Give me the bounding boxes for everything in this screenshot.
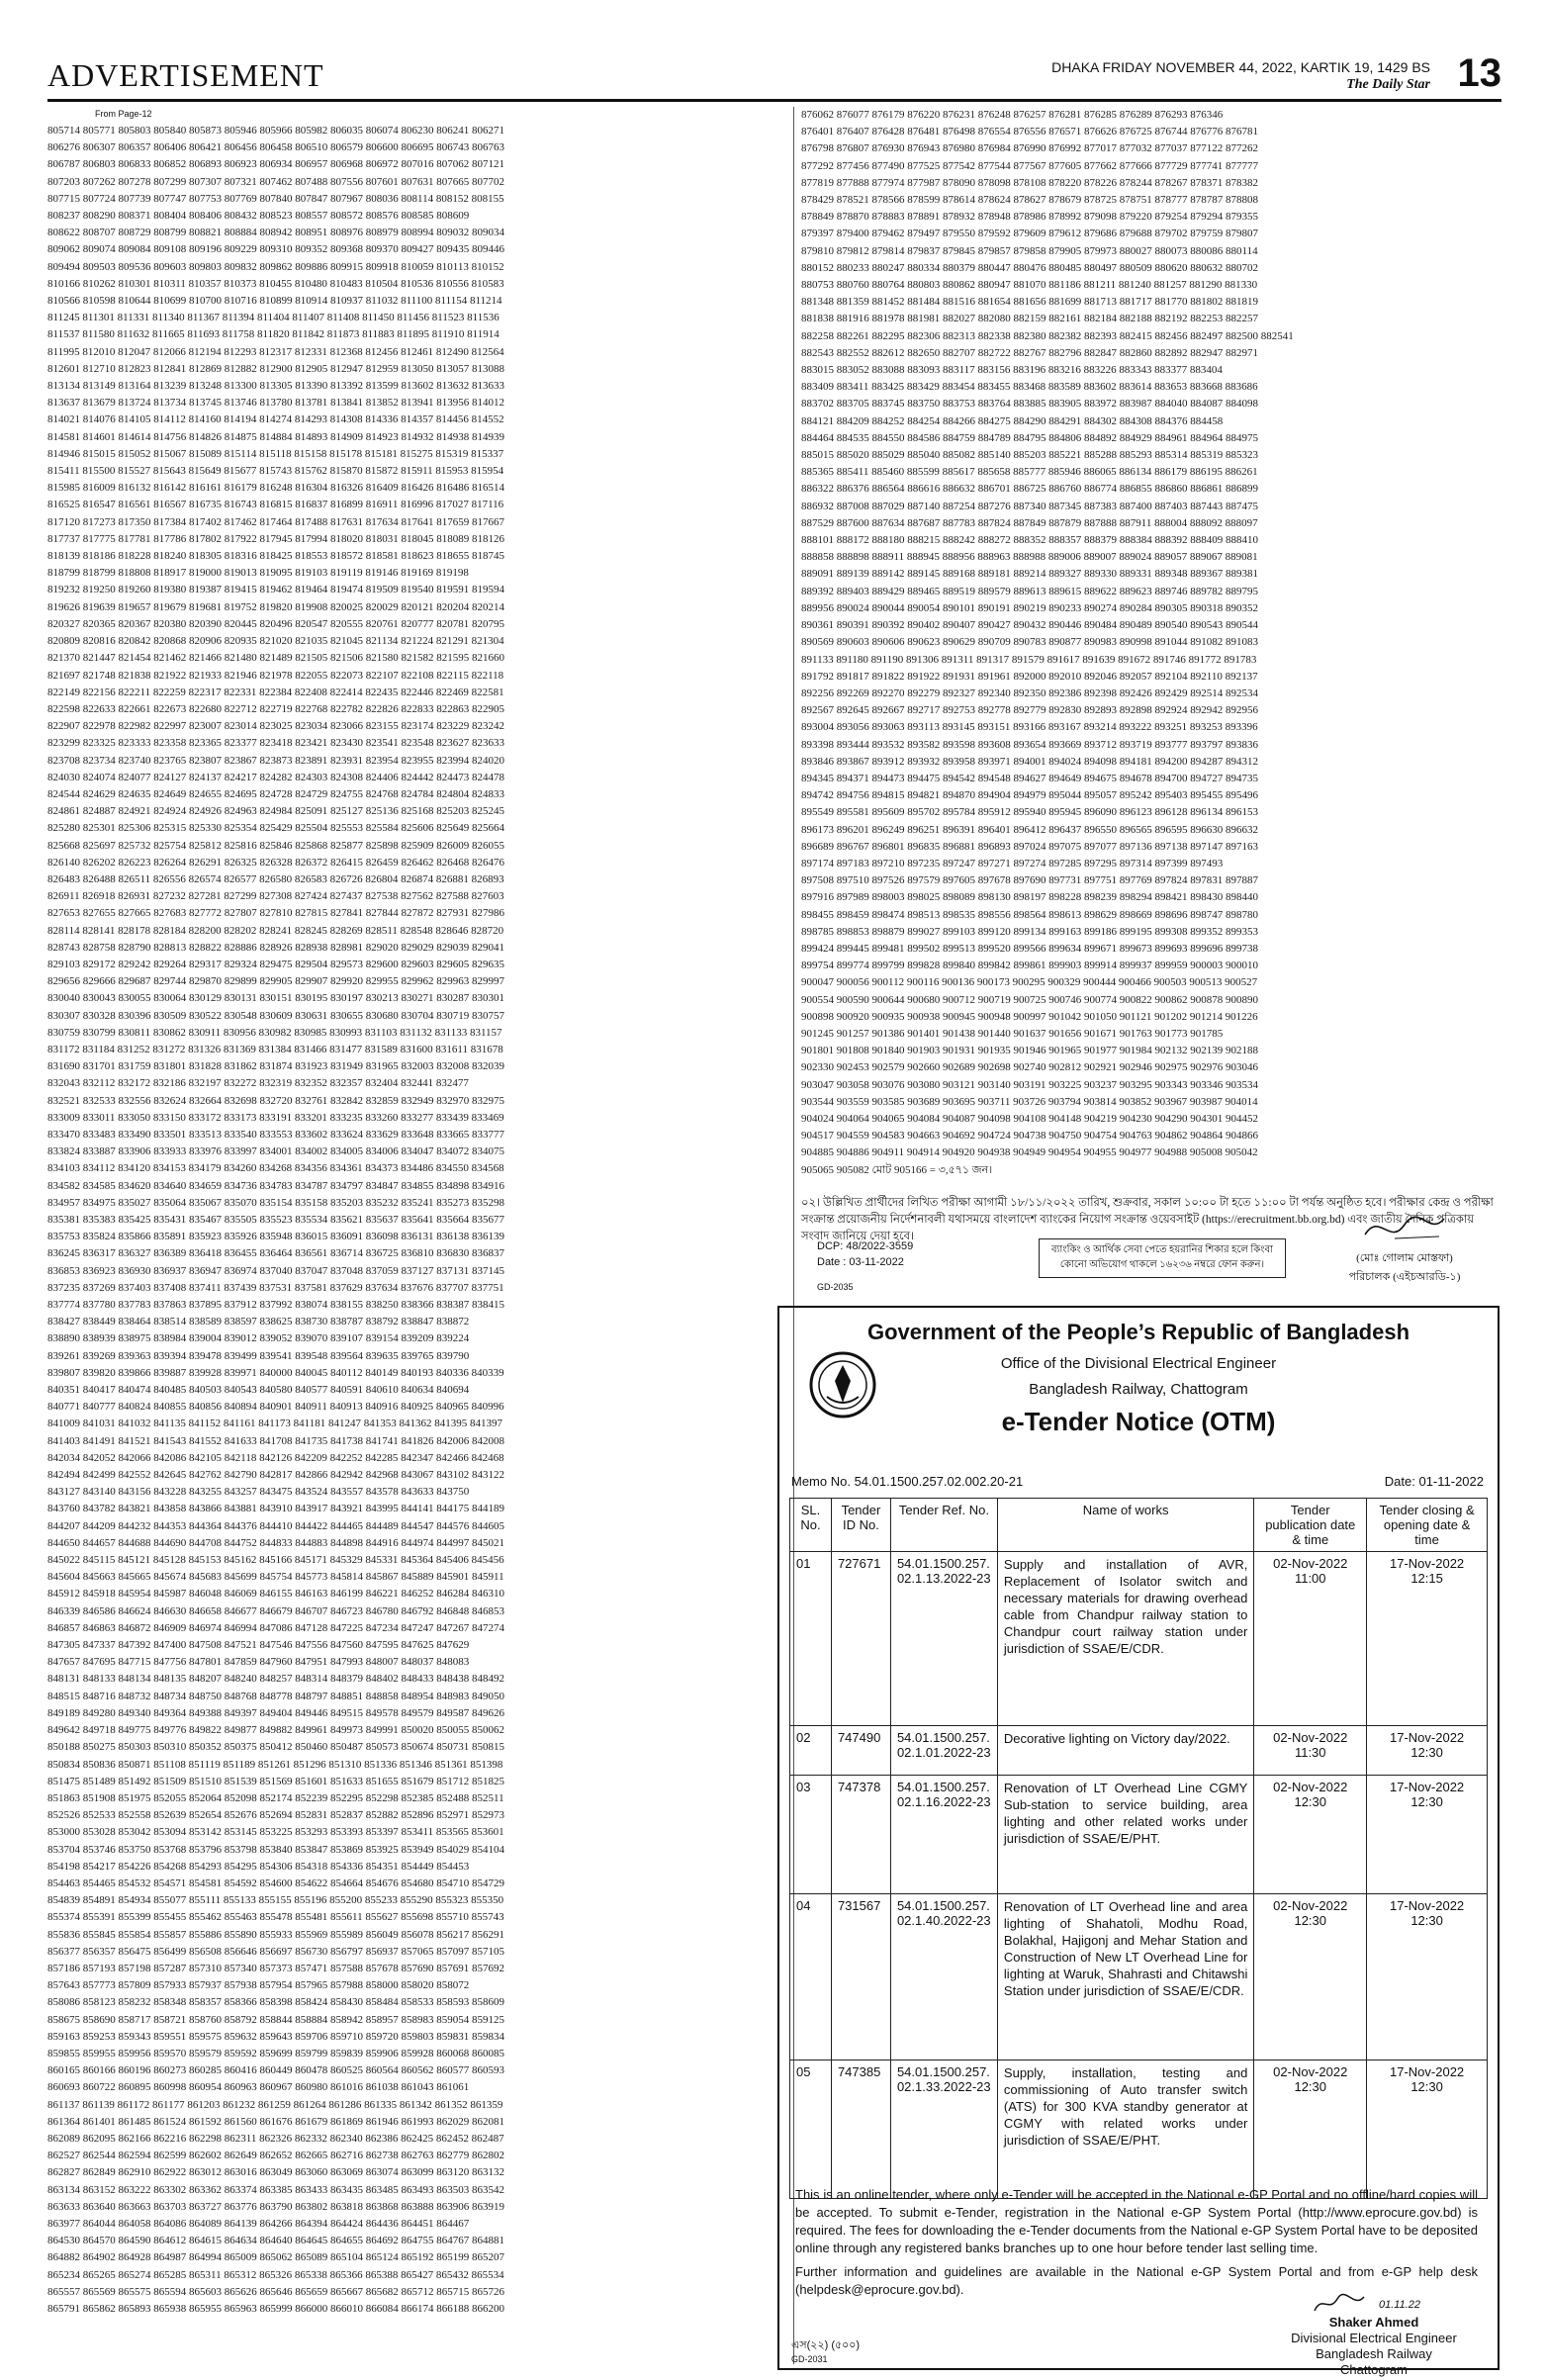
close-time: 12:30 [1410,1745,1443,1760]
exam-notice-paragraph: ০২। উল্লিখিত প্রার্থীদের লিখিত পরীক্ষা আগামী ১৮/১১/২০২২ তারিখ, শুক্রবার, সকাল ১০:০০ টা হতে ১১:০০ টা পর্যন্ত অনুষ্ঠিত হবে। পরীক্ষার কেন্দ্র ও পরীক্ষা সংক্রান্ত প্রয়োজনীয় নির্দেশনাবলী যথাসময়ে বাংলাদেশ ব্যাংকের নিয়োগ সংক্রান্ত ওয়েবসাইট (https://erecruitment.bb.org.bd) এবং জাতীয় দৈনিক পত্রিকায় সংবাদ জানিয়ে দেয়া হবে। [801,1197,1494,1242]
tender-table [789,1498,1488,2199]
dateline: DHAKA FRIDAY NOVEMBER 44, 2022, KARTIK 19, 1429 BS [1051,59,1430,75]
close-time: 12:30 [1410,2079,1443,2094]
row-id: 747378 [831,1776,890,1894]
close-time: 12:30 [1410,1794,1443,1809]
row-closing [1367,1776,1488,1894]
row-id: 747490 [831,1726,890,1776]
tender-gd-code: GD-2031 [791,2354,828,2364]
e-tender-notice [777,1306,1500,2377]
pub-date: 02-Nov-2022 [1273,1556,1348,1571]
row-publication [1254,1726,1367,1776]
pub-date: 02-Nov-2022 [1273,2064,1348,2079]
help-paragraph: Further information and guidelines are available in the National e-GP System Portal and from e-GP help desk (helpdesk@eprocure.gov.bd). [795,2264,1478,2297]
page-header [47,47,1501,102]
organization-name: Bangladesh Railway, Chattogram [1029,1381,1248,1398]
signature-row [1270,2297,1478,2315]
close-date: 17-Nov-2022 [1390,1898,1465,1913]
col-tender-id: Tender ID No. [831,1499,890,1552]
close-time: 12:30 [1410,1913,1443,1928]
roll-numbers-column-b: 876062 876077 876179 876220 876231 876248 876257 876281 876285 876289 876293 876346 876401 876407 876428 876481 876498 876554 876556 876571 876626 876725 876744 876776 876781 876798 876807 876930 876943 876980 876984 876990 876992 877017 877032 877037 877122 877262 877292 877456 877490 877525 877542 877544 877567 877605 877662 877666 877729 877741 877777 877819 877888 877974 877987 878090 878098 878108 878220 878226 878244 878267 878371 878382 878429 878521 878566 878599 878614 878624 878627 878679 878725 878751 878777 878787 878808 878849 878870 878883 878891 878932 878948 878986 878992 879098 879220 879254 879294 879355 879397 879400 879462 879497 879550 879592 879609 879612 879686 879688 879702 879759 879807 879810 879812 879814 879837 879845 879857 879858 879905 879973 880027 880073 880086 880114 880152 880233 880247 880334 880379 880447 880476 880485 880497 880509 880620 880632 880702 880753 880760 880764 880803 880862 880947 881070 881186 881211 881240 881257 881290 881330 881348 881359 881452 881484 881516 881654 881656 881699 881713 881717 881770 881802 881819 881838 881916 881978 881981 882027 882080 882159 882161 882184 882188 882192 882253 882257 882258 882261 882295 882306 882313 882338 882380 882382 882393 882415 882456 882497 882500 882541 882543 882552 882612 882650 882707 882722 882767 882796 882847 882860 882892 882947 882971 883015 883052 883088 883093 883117 883156 883196 883216 883226 883343 883377 883404 883409 883411 883425 883429 883454 883455 883468 883589 883602 883614 883653 883668 883686 883702 883705 883745 883750 883753 883764 883885 883905 883972 883987 884040 884087 884098 884121 884209 884252 884254 884266 884275 884290 884291 884302 884308 884376 884458 884464 884535 884550 884586 884759 884789 884795 884806 884892 884929 884961 884964 884975 885015 885020 885029 885040 885082 885140 885203 885221 885288 885293 885314 885319 885323 885365 885411 885460 885599 885617 885658 885777 885946 886065 886134 886179 886195 886261 886322 886376 886564 886616 886632 886701 886725 886760 886774 886855 886860 886861 886899 886932 887008 887029 887140 887254 887276 887340 887345 887383 887400 887403 887443 887475 887529 887600 887634 887687 887783 887824 887849 887879 887888 887911 888004 888092 888097 888101 888172 888180 888215 888242 888272 888352 888357 888379 888384 888392 888409 888410 888858 888898 888911 888945 888956 888963 888988 889006 889007 889024 889057 889067 889081 889091 889139 889142 889145 889168 889181 889214 889327 889330 889331 889348 889367 889381 889392 889403 889429 889465 889519 889579 889613 889615 889622 889623 889746 889782 889795 889956 890024 890044 890054 890101 890191 890219 890233 890274 890284 890305 890318 890352 890361 890391 890392 890402 890407 890427 890432 890446 890484 890489 890540 890543 890544 890569 890603 890606 890623 890629 890709 890783 890877 890983 890998 891044 891082 891083 891133 891180 891190 891306 891311 891317 891579 891617 891639 891672 891746 891772 891783 891792 891817 891822 891922 891931 891961 892000 892010 892046 892057 892104 892110 892137 892256 892269 892270 892279 892327 892340 892350 892386 892398 892426 892429 892514 892534 892567 892645 892667 892717 892753 892778 892779 892830 892893 892898 892924 892942 892956 893004 893056 893063 893113 893145 893151 893166 893167 893214 893222 893251 893253 893396 893398 893444 893532 893582 893598 893608 893654 893669 893712 893719 893777 893797 893836 893846 893867 893912 893932 893958 893971 894001 894024 894098 894181 894200 894287 894312 894345 894371 894473 894475 894542 894548 894627 894649 894675 894678 894700 894727 894735 894742 894756 894815 894821 894870 894904 894979 895044 895057 895242 895403 895455 895496 895549 895581 895609 895702 895784 895912 895940 895945 896090 896123 896128 896134 896153 896173 896201 896249 896251 896391 896401 896412 896437 896550 896565 896595 896630 896632 896689 896767 896801 896835 896881 896893 897024 897075 897077 897136 897138 897147 897163 897174 897183 897210 897235 897247 897271 897274 897285 897295 897314 897399 897493 897508 897510 897526 897579 897605 897678 897690 897731 897751 897769 897824 897831 897887 897916 897989 898003 898025 898089 898130 898197 898228 898239 898294 898421 898430 898440 898455 898459 898474 898513 898535 898556 898564 898613 898629 898669 898696 898747 898780 898785 898853 898879 899027 899103 899120 899134 899163 899186 899195 899308 899352 899353 899424 899445 899481 899502 899513 899520 899566 899634 899671 899673 899693 899696 899738 899754 899774 899799 899828 899840 899842 899861 899903 899914 899937 899959 900003 900010 900047 900056 900112 900116 900136 900173 900295 900329 900444 900466 900503 900513 900527 900554 900590 900644 900680 900712 900719 900725 900746 900774 900822 900862 900878 900890 900898 900920 900935 900938 900945 900948 900997 901042 901050 901121 901202 901214 901226 901245 901257 901386 901401 901438 901440 901637 901656 901671 901763 901773 901785 901801 901808 901840 901903 901931 901935 901946 901965 901977 901984 902132 902139 902188 902330 902453 902579 902660 902689 902698 902740 902812 902921 902946 902975 902976 903046 903047 903058 903076 903080 903121 903140 903191 903225 903237 903295 903343 903346 903534 903544 903559 903585 903689 903695 903711 903726 903794 903814 903852 903967 903987 904014 904024 904064 904065 904084 904087 904098 904108 904148 904219 904230 904290 904301 904452 904517 904559 904583 904663 904692 904724 904738 904750 904754 904763 904862 904864 904866 904885 904886 904911 904914 904920 904938 904949 904954 904955 904977 904988 905008 905042 905065 905082 মোট 905166 = ৩,৫৭১ জন। [801,109,1294,1176]
col-sl: SL. No. [790,1499,832,1552]
page-number: 13 [1457,51,1501,95]
close-date: 17-Nov-2022 [1390,1556,1465,1571]
row-work: Supply and installation of AVR, Replacement of Isolator switch and necessary materials for drawing overhead cable from Chandpur railway station to Chandpur court railway station under jurisdiction of SSAE/E/CDR. [997,1552,1253,1726]
row-work: Renovation of LT Overhead Line CGMY Sub-station to service building, area lighting and other related works under jurisdiction of SSAE/E/PHT. [997,1776,1253,1894]
table-row [790,2060,1488,2199]
row-id: 747385 [831,2060,890,2199]
office-name: Office of the Divisional Electrical Engineer [1000,1355,1277,1372]
row-ref: 54.01.1500.257. 02.1.40.2022-23 [890,1894,997,2060]
row-sl: 05 [790,2060,832,2199]
gd-code: GD-2035 [817,1282,854,1292]
pub-date: 02-Nov-2022 [1273,1730,1348,1745]
pub-time: 12:30 [1294,1913,1327,1928]
col-closing: Tender closing & opening date & time [1367,1499,1488,1552]
signature-date: 01.11.22 [1379,2299,1421,2311]
notice-signer-title: পরিচালক (এইচআরডি-১) [1348,1271,1461,1283]
row-id: 731567 [831,1894,890,2060]
row-ref: 54.01.1500.257. 02.1.01.2022-23 [890,1726,997,1776]
row-ref: 54.01.1500.257. 02.1.16.2022-23 [890,1776,997,1894]
fraud-helpline-box: ব্যাংকিং ও আর্থিক সেবা পেতে হয়রানির শিকার হলে কিংবা কোনো অভিযোগ থাকলে ১৬২৩৬ নম্বরে ফোন করুন। [1039,1238,1286,1278]
table-row [790,1776,1488,1894]
row-sl: 01 [790,1552,832,1726]
pub-date: 02-Nov-2022 [1273,1898,1348,1913]
row-ref: 54.01.1500.257. 02.1.33.2022-23 [890,2060,997,2199]
section-title: ADVERTISEMENT [47,57,324,93]
col-publication: Tender publication date & time [1254,1499,1367,1552]
government-title: Government of the People’s Republic of Bangladesh [866,1320,1410,1344]
pub-time: 12:30 [1294,2079,1327,2094]
pub-date: 02-Nov-2022 [1273,1780,1348,1794]
col-works: Name of works [997,1499,1253,1552]
pub-time: 11:30 [1294,1745,1326,1760]
pub-time: 12:30 [1294,1794,1327,1809]
signature-icon [1355,1207,1454,1246]
table-header-row [790,1499,1488,1552]
close-date: 17-Nov-2022 [1390,1780,1465,1794]
table-row [790,1726,1488,1776]
newspaper-name: The Daily Star [1346,77,1430,92]
row-sl: 03 [790,1776,832,1894]
tender-date: Date: 01-11-2022 [1384,1474,1484,1489]
tender-code: এস(২২) (৫০০) [791,2339,861,2351]
row-publication [1254,1776,1367,1894]
signature-icon [1310,2293,1369,2315]
tender-signer-org: Bangladesh Railway [1316,2346,1432,2361]
row-sl: 04 [790,1894,832,2060]
close-date: 17-Nov-2022 [1390,2064,1465,2079]
memo-number: Memo No. 54.01.1500.257.02.002.20-21 [791,1474,1024,1489]
online-tender-paragraph: This is an online tender, where only e-Tender will be accepted in the National e-GP Portal and no offline/hard copies will be accepted. To submit e-Tender, registration in the National e-GP System Portal (http://www.eprocure.gov.bd) is required. The fees for downloading the e-Tender documents from the National e-GP System Portal have to be deposited online through any registered banks branches up to one hour before tender last selling time. [795,2187,1478,2255]
tender-signer-city: Chattogram [1340,2362,1408,2377]
roll-numbers-column-a: 805714 805771 805803 805840 805873 805946 805966 805982 806035 806074 806230 806241 806271 806276 806307 806357 806406 806421 806456 806458 806510 806579 806600 806695 806743 806763 806787 806803 806833 806852 806893 806923 806934 806957 806968 806972 807016 807062 807121 807203 807262 807278 807299 807307 807321 807462 807488 807556 807601 807631 807665 807702 807715 807724 807739 807747 807753 807769 807840 807847 807967 808036 808114 808152 808155 808237 808290 808371 808404 808406 808432 808523 808557 808572 808576 808585 808609 808622 808707 808729 808799 808821 808884 808942 808951 808976 808979 808994 809032 809034 809062 809074 809084 809108 809196 809229 809310 809352 809368 809370 809427 809435 809446 809494 809503 809536 809603 809803 809832 809862 809886 809915 809918 810059 810113 810152 810166 810262 810301 810311 810357 810373 810455 810480 810483 810504 810536 810556 810583 810566 810598 810644 810699 810700 810716 810899 810914 810937 811032 811100 811154 811214 811245 811301 811331 811340 811367 811394 811404 811407 811408 811450 811456 811523 811536 811537 811580 811632 811665 811693 811758 811820 811842 811873 811883 811895 811910 811914 811995 812010 812047 812066 812194 812293 812317 812331 812368 812456 812461 812490 812564 812601 812710 812823 812841 812869 812882 812900 812905 812947 812959 813050 813057 813088 813134 813149 813164 813239 813248 813300 813305 813390 813392 813599 813602 813632 813633 813637 813679 813724 813734 813745 813746 813780 813781 813841 813852 813941 813956 814012 814021 814076 814105 814112 814160 814194 814274 814293 814308 814336 814357 814456 814552 814581 814601 814614 814756 814826 814875 814884 814893 814909 814923 814932 814938 814939 814946 815015 815052 815067 815089 815114 815118 815158 815178 815181 815275 815319 815337 815411 815500 815527 815643 815649 815677 815743 815762 815870 815872 815911 815953 815954 815985 816009 816132 816142 816161 816179 816248 816304 816326 816409 816426 816486 816514 816525 816547 816561 816567 816735 816743 816815 816837 816899 816911 816996 817027 817116 817120 817273 817350 817384 817402 817462 817464 817488 817631 817634 817641 817659 817667 817737 817775 817781 817786 817802 817922 817945 817994 818020 818031 818045 818089 818126 818139 818186 818228 818240 818305 818316 818425 818553 818572 818581 818623 818655 818745 818799 818799 818808 818917 819000 819013 819095 819103 819119 819146 819169 819198 819232 819250 819260 819380 819387 819415 819462 819464 819474 819509 819540 819591 819594 819626 819639 819657 819679 819681 819752 819820 819908 820025 820029 820121 820204 820214 820327 820365 820367 820380 820390 820445 820496 820547 820555 820761 820777 820781 820795 820809 820816 820842 820868 820906 820935 821020 821035 821045 821134 821224 821291 821304 821370 821447 821454 821462 821466 821480 821489 821505 821506 821580 821582 821595 821660 821697 821748 821838 821922 821933 821946 821978 822055 822073 822107 822108 822115 822118 822149 822156 822211 822259 822317 822331 822384 822408 822414 822435 822446 822469 822581 822598 822633 822661 822673 822680 822712 822719 822768 822782 822826 822833 822863 822905 822907 822978 822982 822997 823007 823014 823025 823034 823066 823155 823174 823229 823242 823299 823325 823333 823358 823365 823377 823418 823421 823430 823541 823548 823627 823633 823708 823734 823740 823765 823807 823867 823873 823891 823931 823954 823955 823994 824020 824030 824074 824077 824127 824137 824217 824282 824303 824308 824406 824442 824473 824478 824544 824629 824635 824649 824655 824695 824728 824729 824755 824768 824784 824804 824833 824861 824887 824921 824924 824926 824963 824984 825091 825127 825136 825168 825203 825245 825280 825301 825306 825315 825330 825354 825429 825504 825553 825584 825606 825649 825664 825668 825697 825732 825754 825812 825816 825846 825868 825877 825898 825909 826009 826055 826140 826202 826223 826264 826291 826325 826328 826372 826415 826459 826462 826468 826476 826483 826488 826511 826556 826574 826577 826580 826583 826726 826804 826874 826881 826893 826911 826918 826931 827232 827281 827299 827308 827424 827437 827538 827562 827588 827603 827653 827655 827665 827683 827772 827807 827810 827815 827841 827844 827872 827931 827986 828114 828141 828178 828184 828200 828202 828241 828245 828269 828511 828548 828646 828720 828743 828758 828790 828813 828822 828886 828926 828938 828981 829020 829029 829039 829041 829103 829172 829242 829264 829317 829324 829475 829504 829573 829600 829603 829605 829635 829656 829666 829687 829744 829870 829899 829905 829907 829920 829955 829962 829963 829997 830040 830043 830055 830064 830129 830131 830151 830195 830197 830213 830271 830287 830301 830307 830328 830396 830509 830522 830548 830609 830631 830655 830680 830704 830719 830757 830759 830799 830811 830862 830911 830956 830982 830985 830993 831103 831132 831133 831157 831172 831184 831252 831272 831326 831369 831384 831466 831477 831589 831600 831611 831678 831690 831701 831759 831801 831828 831862 831874 831923 831949 831965 832003 832008 832039 832043 832112 832172 832186 832197 832272 832319 832352 832357 832404 832441 832477 832521 832533 832556 832624 832664 832698 832720 832761 832842 832859 832949 832970 832975 833009 833011 833050 833150 833172 833173 833191 833201 833235 833260 833277 833439 833469 833470 833483 833490 833501 833513 833540 833553 833602 833624 833629 833648 833665 833777 833824 833887 833906 833933 833976 833997 834001 834002 834005 834006 834047 834072 834075 834103 834112 834120 834153 834179 834260 834268 834356 834361 834373 834486 834550 834568 834582 834585 834620 834640 834659 834736 834783 834787 834797 834847 834855 834898 834916 834957 834975 835027 835064 835067 835070 835154 835158 835203 835232 835241 835273 835298 835381 835383 835425 835431 835467 835505 835523 835534 835621 835637 835641 835664 835677 835753 835824 835866 835891 835923 835926 835948 836015 836091 836098 836131 836138 836139 836245 836317 836327 836389 836418 836455 836464 836561 836714 836725 836810 836830 836837 836853 836923 836930 836937 836947 836974 837040 837047 837048 837059 837127 837131 837145 837235 837269 837403 837408 837411 837439 837531 837581 837629 837634 837676 837707 837751 837774 837780 837783 837863 837895 837912 837992 838074 838155 838250 838366 838387 838415 838427 838449 838464 838514 838589 838597 838625 838730 838787 838792 838847 838872 838890 838939 838975 838984 839004 839012 839052 839070 839107 839154 839209 839224 839261 839269 839363 839394 839478 839499 839541 839548 839564 839635 839765 839790 839807 839820 839866 839887 839928 839971 840000 840045 840112 840149 840193 840336 840339 840351 840417 840474 840485 840503 840543 840580 840577 840591 840610 840634 840694 840771 840777 840824 840855 840856 840894 840901 840911 840913 840916 840925 840965 840996 841009 841031 841032 841135 841152 841161 841173 841181 841247 841353 841362 841395 841397 841403 841491 841521 841543 841552 841633 841708 841735 841738 841741 841826 842006 842008 842034 842052 842066 842086 842105 842118 842126 842209 842252 842285 842347 842466 842468 842494 842499 842552 842645 842762 842790 842817 842866 842942 842968 843067 843102 843122 843127 843140 843156 843228 843255 843257 843475 843524 843557 843578 843633 843750 843760 843782 843821 843858 843866 843881 843910 843917 843921 843995 844141 844175 844189 844207 844209 844232 844353 844364 844376 844410 844422 844465 844489 844547 844576 844605 844650 844657 844688 844690 844708 844752 844833 844883 844898 844916 844974 844997 845021 845022 845115 845121 845128 845153 845162 845166 845171 845329 845331 845364 845406 845456 845604 845663 845665 845674 845683 845699 845754 845773 845814 845867 845889 845901 845911 845912 845918 845954 845987 846048 846069 846155 846163 846199 846221 846252 846284 846310 846339 846586 846624 846630 846658 846677 846679 846707 846723 846780 846792 846848 846853 846857 846863 846872 846909 846974 846994 847086 847128 847225 847234 847247 847267 847274 847305 847337 847392 847400 847508 847521 847546 847556 847560 847595 847625 847629 847657 847695 847715 847756 847801 847859 847960 847951 847993 848007 848037 848083 848131 848133 848134 848135 848207 848240 848257 848314 848379 848402 848433 848438 848492 848515 848716 848732 848734 848750 848768 848778 848797 848851 848858 848954 848983 849050 849189 849280 849340 849364 849388 849397 849404 849446 849515 849578 849579 849587 849626 849642 849718 849775 849776 849822 849877 849882 849961 849973 849991 850020 850055 850062 850188 850275 850303 850310 850352 850375 850412 850460 850487 850573 850674 850731 850815 850834 850836 850871 851108 851119 851189 851261 851296 851310 851336 851346 851361 851398 851475 851489 851492 851509 851510 851539 851569 851601 851633 851655 851679 851712 851825 851863 851908 851975 852055 852064 852098 852174 852239 852295 852298 852385 852488 852511 852526 852533 852558 852639 852654 852676 852694 852831 852837 852882 852896 852971 852973 853000 853028 853042 853094 853142 853145 853225 853293 853393 853397 853411 853565 853601 853704 853746 853750 853768 853796 853798 853840 853847 853869 853925 853949 854029 854104 854198 854217 854226 854268 854293 854295 854306 854318 854336 854351 854449 854453 854463 854465 854532 854571 854581 854592 854600 854622 854664 854676 854680 854710 854729 854839 854891 854934 855077 855111 855133 855155 855196 855200 855233 855290 855323 855350 855374 855391 855399 855455 855462 855463 855478 855481 855611 855627 855698 855710 855743 855836 855845 855854 855857 855886 855890 855933 855969 855989 856049 856078 856217 856291 856377 856357 856475 856499 856508 856646 856697 856730 856797 856937 857065 857097 857105 857186 857193 857198 857287 857310 857340 857373 857471 857588 857678 857690 857691 857692 857643 857773 857809 857933 857937 857938 857954 857965 857988 858000 858020 858072 858086 858123 858232 858348 858357 858366 858398 858424 858430 858484 858533 858593 858609 858675 858690 858717 858721 858760 858792 858844 858884 858942 858957 858983 859054 859125 859163 859253 859343 859551 859575 859632 859643 859706 859710 859720 859803 859831 859834 859855 859955 859956 859570 859579 859592 859699 859799 859839 859906 859928 860068 860085 860165 860166 860196 860273 860285 860416 860449 860478 860525 860564 860562 860577 860593 860693 860722 860895 860998 860954 860963 860967 860980 861016 861038 861043 861061 861137 861139 861172 861177 861203 861232 861259 861264 861286 861335 861342 861352 861359 861364 861401 861485 861524 861592 861560 861676 861679 861869 861946 861993 862029 862081 862089 862095 862166 862216 862298 862311 862326 862332 862340 862386 862425 862452 862487 862527 862544 862594 862599 862602 862649 862652 862665 862716 862738 862763 862779 862802 862827 862849 862910 862922 863012 863016 863049 863060 863069 863074 863099 863120 863132 863134 863152 863222 863302 863362 863374 863385 863433 863435 863485 863493 863503 863542 863633 863640 863663 863703 863727 863776 863790 863802 863818 863868 863888 863906 863919 863977 864044 864058 864086 864089 864139 864266 864394 864424 864436 864451 864467 864530 864570 864590 864612 864615 864634 864640 864645 864655 864692 864755 864767 864881 864882 864902 864928 864987 864994 865009 865062 865089 865104 865124 865192 865199 865207 865234 865265 865274 865285 865311 865312 865326 865338 865366 865388 865427 865432 865534 865557 865569 865575 865594 865603 865626 865646 865659 865667 865682 865712 865715 865726 865791 865862 865893 865938 865955 865963 865999 866000 866010 866084 866174 866188 866200 [47,125,504,2315]
notice-signer-name: (মোঃ গোলাম মোস্তফা) [1356,1252,1453,1264]
row-publication [1254,1552,1367,1726]
row-work: Supply, installation, testing and commissioning of Auto transfer switch (ATS) for 300 KVA standby generator at CGMY with related works under jurisdiction of SSAE/E/PHT. [997,2060,1253,2199]
from-page-label: From Page-12 [95,109,152,119]
row-closing [1367,1726,1488,1776]
row-work: Decorative lighting on Victory day/2022. [997,1726,1253,1776]
dcp-number: DCP: 48/2022-3559 [817,1240,914,1252]
close-date: 17-Nov-2022 [1390,1730,1465,1745]
tender-signature-block [1270,2297,1478,2378]
row-closing [1367,2060,1488,2199]
tender-signer-name: Shaker Ahmed [1328,2315,1419,2330]
table-row [790,1552,1488,1726]
row-sl: 02 [790,1726,832,1776]
tender-signer-designation: Divisional Electrical Engineer [1291,2331,1457,2345]
table-row [790,1894,1488,2060]
row-work: Renovation of LT Overhead line and area lighting of Shahatoli, Modhu Road, Bolakhal, Hajigonj and Mehar Station and Construction of New LT Overhead Line for lighting at Waruk, Shahrasti and Chitawshi Station under jurisdiction of SSAE/E/CDR. [997,1894,1253,2060]
col-tender-ref: Tender Ref. No. [890,1499,997,1552]
notice-date: Date : 03-11-2022 [817,1256,904,1268]
row-closing [1367,1552,1488,1726]
row-publication [1254,2060,1367,2199]
row-publication [1254,1894,1367,2060]
row-ref: 54.01.1500.257. 02.1.13.2022-23 [890,1552,997,1726]
pub-time: 11:00 [1294,1571,1326,1586]
tender-title: e-Tender Notice (OTM) [1001,1407,1276,1436]
row-closing [1367,1894,1488,2060]
row-id: 727671 [831,1552,890,1726]
close-time: 12:15 [1410,1571,1443,1586]
notice-signature [1316,1207,1494,1287]
